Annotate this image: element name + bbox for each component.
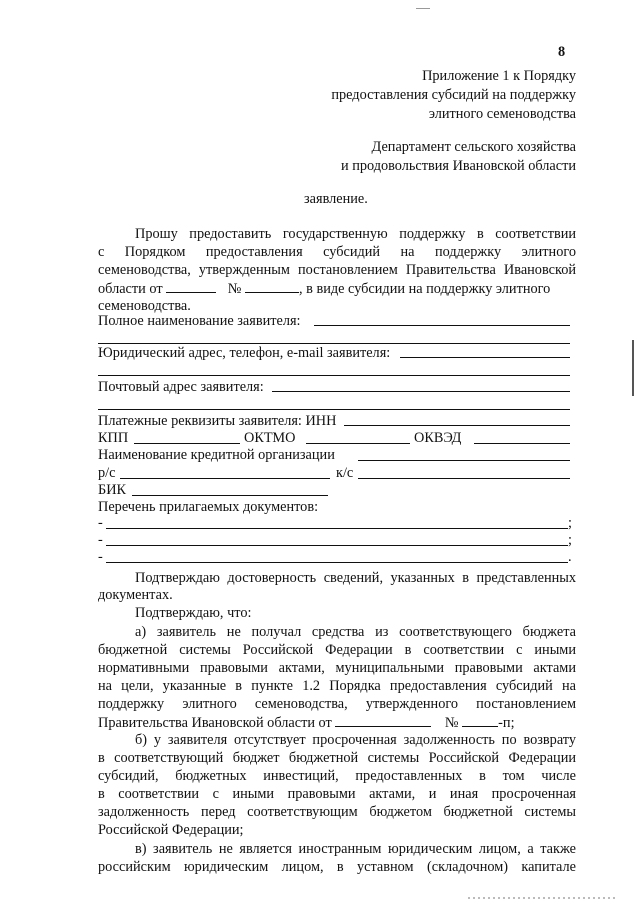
- item-a-line-6: [98, 714, 576, 732]
- request-line-5: семеноводства.: [98, 298, 191, 314]
- postal-address-label: Почтовый адрес заявителя:: [98, 379, 264, 395]
- item-a-date-label: Правительства Ивановской области от: [98, 715, 332, 731]
- request-line-3: семеноводства, утвержденным постановлением Правительства Ивановской: [98, 262, 576, 278]
- item-b-line-4: в соответствии с иными правовыми актами, и иная просроченная: [98, 786, 576, 802]
- kpp-label: КПП: [98, 430, 129, 446]
- addressee-line-2: и продовольствия Ивановской области: [340, 158, 576, 174]
- postal-address-blank: [272, 391, 570, 392]
- legal-address-label: Юридический адрес, телефон, e-mail заявителя:: [98, 345, 391, 361]
- doc-item-3-end: .: [568, 549, 572, 565]
- oktmo-label: ОКТМО: [244, 430, 296, 446]
- confirm-line-1: Подтверждаю достоверность сведений, указанных в представленных: [135, 570, 576, 586]
- full-name-label: Полное наименование заявителя:: [98, 313, 301, 329]
- payment-field: [98, 413, 336, 430]
- item-c-line-2: российским юридическим лицом, в уставном (складочном) капитале: [98, 859, 576, 875]
- request-line-4-tail: , в виде субсидии на поддержку элитного: [298, 281, 551, 297]
- doc-item-3-dash: -: [98, 549, 103, 565]
- scan-mark: [416, 8, 430, 9]
- document-title: заявление.: [304, 191, 368, 207]
- confirm-line-2: документах.: [98, 587, 173, 603]
- inn-blank: [344, 425, 570, 426]
- header-line-1: Приложение 1 к Порядку: [422, 68, 576, 84]
- item-b-line-2: в соответствующий бюджет бюджетной системы Российской Федерации: [98, 750, 576, 766]
- item-b-line-6: Российской Федерации;: [98, 822, 244, 838]
- bik-blank: [132, 495, 328, 496]
- request-line-4: [98, 280, 576, 298]
- rs-blank: [120, 478, 330, 479]
- full-name-field: [98, 313, 301, 330]
- item-b-line-3: субсидий, бюджетных инвестиций, предоставленных в том числе: [98, 768, 576, 784]
- rs-label: р/с: [98, 465, 116, 481]
- item-b-line-5: задолженность перед соответствующим бюджетом бюджетной системы: [98, 804, 576, 820]
- doc-item-1-end: ;: [568, 515, 572, 531]
- payment-label: Платежные реквизиты заявителя: ИНН: [98, 413, 337, 429]
- doc-item-1-dash: -: [98, 515, 103, 531]
- doc-item-3-blank: [106, 562, 568, 563]
- item-a-date-blank: [335, 714, 431, 727]
- docs-label: Перечень прилагаемых документов:: [98, 499, 319, 515]
- request-number-blank: [245, 280, 299, 293]
- bik-label: БИК: [98, 482, 127, 498]
- request-number-sign: №: [227, 281, 242, 297]
- item-a-line-5: поддержку элитного семеноводства, утвержденного постановлением: [98, 696, 576, 712]
- header-line-2: предоставления субсидий на поддержку: [331, 87, 576, 103]
- request-line-1: Прошу предоставить государственную поддержку в соответствии: [135, 226, 576, 242]
- request-date-blank: [166, 280, 216, 293]
- addressee-line-1: Департамент сельского хозяйства: [371, 139, 576, 155]
- item-a-line-6-tail: -п;: [498, 715, 515, 731]
- confirm-intro: Подтверждаю, что:: [135, 605, 252, 621]
- item-a-number-sign: №: [444, 715, 459, 731]
- scan-artifact: [468, 897, 618, 899]
- request-line-2: с Порядком предоставления субсидий на поддержку элитного: [98, 244, 576, 260]
- bank-label: Наименование кредитной организации: [98, 447, 335, 463]
- doc-item-2-blank: [106, 545, 568, 546]
- full-name-blank-2: [98, 343, 570, 344]
- okved-label: ОКВЭД: [414, 430, 462, 446]
- legal-address-blank: [400, 357, 570, 358]
- item-a-line-1: а) заявитель не получал средства из соответствующего бюджета: [135, 624, 576, 640]
- item-a-line-3: нормативными правовыми актами, муниципальными правовыми актами: [98, 660, 576, 676]
- doc-item-2-dash: -: [98, 532, 103, 548]
- postal-address-blank-2: [98, 409, 570, 410]
- scan-edge-mark: [632, 340, 634, 396]
- legal-address-blank-2: [98, 375, 570, 376]
- item-c-line-1: в) заявитель не является иностранным юридическим лицом, а также: [135, 841, 576, 857]
- doc-item-2-end: ;: [568, 532, 572, 548]
- ks-label: к/с: [336, 465, 354, 481]
- oktmo-blank: [306, 443, 410, 444]
- header-line-3: элитного семеноводства: [428, 106, 576, 122]
- doc-item-1-blank: [106, 528, 568, 529]
- item-a-line-2: бюджетной системы Российской Федерации в соответствии с иными: [98, 642, 576, 658]
- item-a-number-blank: [462, 714, 498, 727]
- item-b-line-1: б) у заявителя отсутствует просроченная задолженность по возврату: [135, 732, 576, 748]
- request-date-label: области от: [98, 281, 163, 297]
- page-number: 8: [558, 44, 566, 60]
- item-a-line-4: на цели, указанные в пункте 1.2 Порядка предоставления субсидий на: [98, 678, 576, 694]
- postal-address-field: [98, 379, 264, 396]
- legal-address-field: [98, 345, 390, 362]
- kpp-blank: [134, 443, 240, 444]
- okved-blank: [474, 443, 570, 444]
- bank-blank: [358, 460, 570, 461]
- full-name-blank: [314, 325, 570, 326]
- ks-blank: [358, 478, 570, 479]
